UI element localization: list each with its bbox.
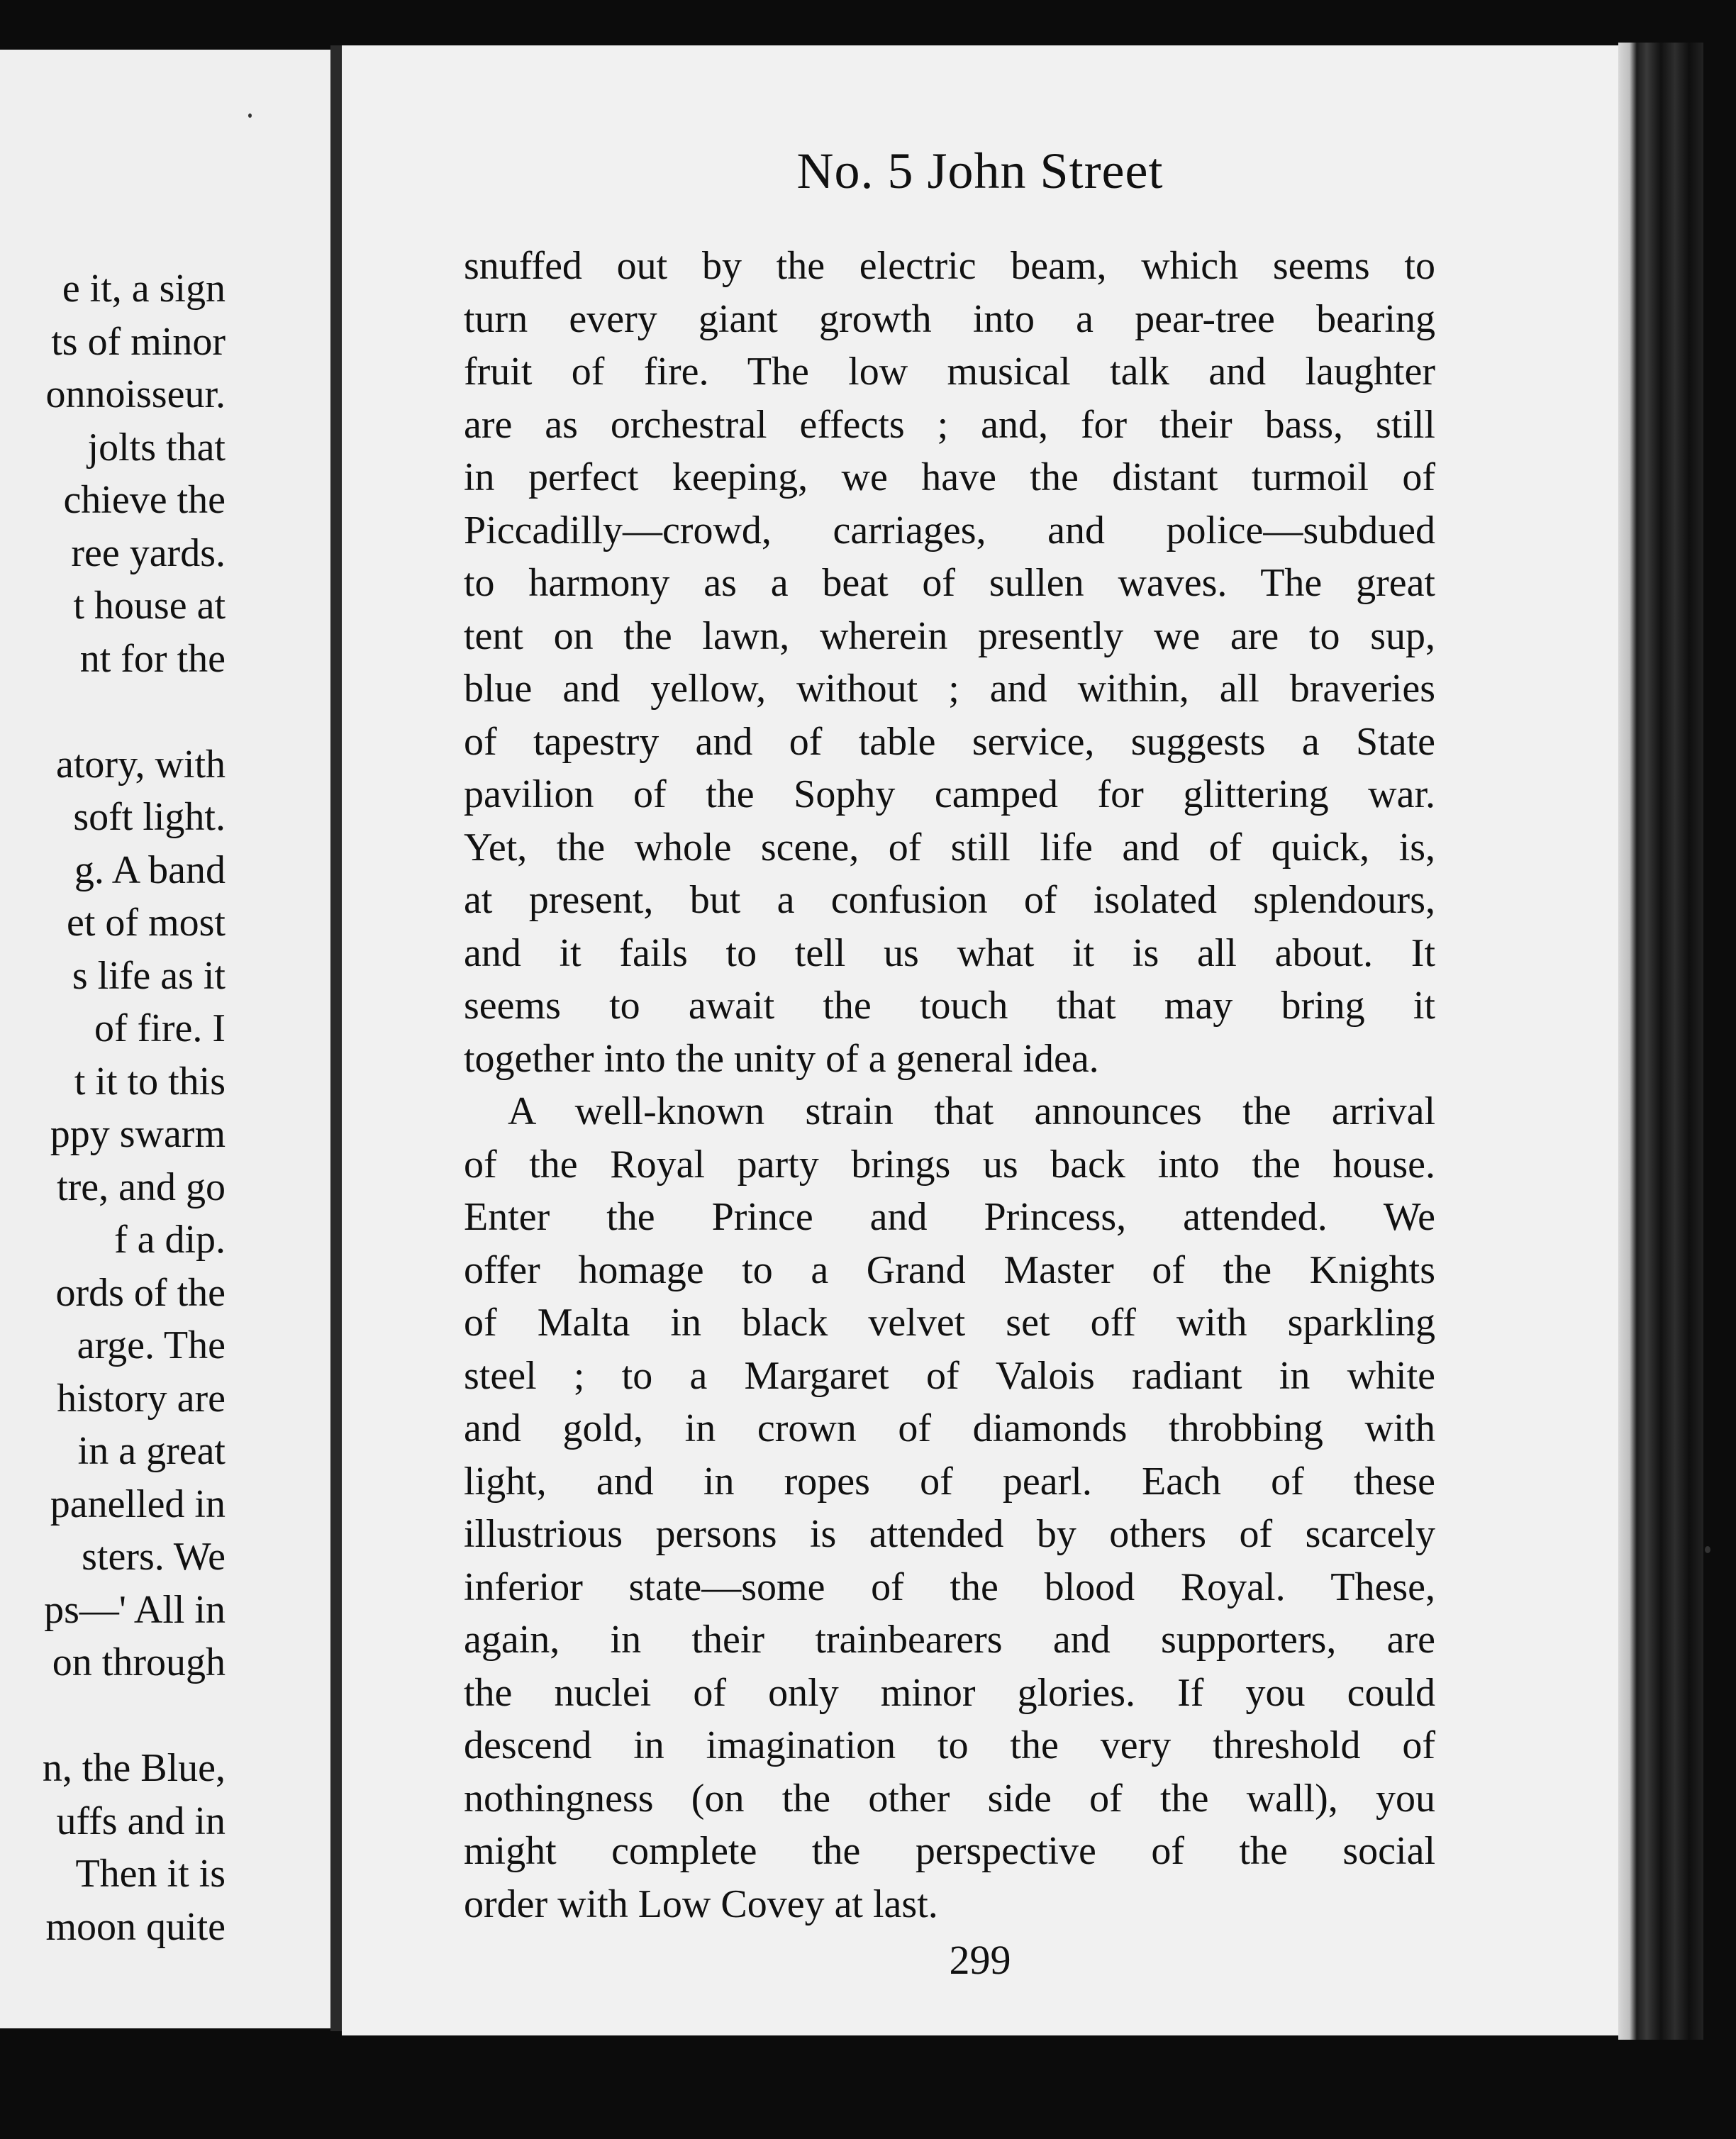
body-line: again, in their trainbearers and supporters, are — [464, 1618, 1435, 1662]
facing-line: s life as it — [72, 953, 226, 998]
body-line: and it fails to tell us what it is all about. It — [464, 930, 1435, 975]
body-line: to harmony as a beat of sullen waves. The great — [464, 561, 1435, 605]
body-line: together into the unity of a general idea. — [464, 1036, 1099, 1081]
facing-line: moon quite — [45, 1904, 226, 1949]
facing-line: ords of the — [55, 1270, 226, 1315]
facing-line: g. A band — [74, 848, 226, 892]
facing-line: ps—' All in — [44, 1587, 226, 1632]
page-edges — [1618, 43, 1703, 2040]
scan-speck — [1705, 1546, 1710, 1553]
facing-line: onnoisseur. — [45, 372, 226, 416]
facing-page-fragment — [0, 50, 336, 2028]
body-line: of Malta in black velvet set off with sparkling — [464, 1301, 1435, 1345]
body-line: illustrious persons is attended by others of scarcely — [464, 1512, 1435, 1556]
scan-speck — [248, 113, 252, 118]
facing-line: Then it is — [75, 1852, 226, 1896]
body-line: the nuclei of only minor glories. If you could — [464, 1670, 1435, 1715]
body-text — [464, 240, 1435, 1930]
facing-line: t house at — [73, 584, 226, 628]
facing-line: of fire. I — [94, 1006, 226, 1050]
body-line: snuffed out by the electric beam, which seems to — [464, 244, 1435, 288]
body-line: order with Low Covey at last. — [464, 1882, 938, 1926]
body-line: in perfect keeping, we have the distant turmoil of — [464, 455, 1435, 499]
body-line: might complete the perspective of the social — [464, 1829, 1435, 1873]
facing-line: on through — [52, 1640, 226, 1684]
body-line: Yet, the whole scene, of still life and of quick, is, — [464, 825, 1435, 870]
facing-line: e it, a sign — [62, 267, 226, 311]
facing-line: soft light. — [73, 795, 226, 839]
body-line: nothingness (on the other side of the wall), you — [464, 1776, 1435, 1821]
body-line: of the Royal party brings us back into the house. — [464, 1142, 1435, 1187]
body-line: are as orchestral effects ; and, for their bass, still — [464, 402, 1435, 447]
body-line: tent on the lawn, wherein presently we are to sup, — [464, 613, 1435, 658]
facing-line: sters. We — [82, 1535, 226, 1579]
body-line: steel ; to a Margaret of Valois radiant in white — [464, 1353, 1435, 1398]
facing-line: et of most — [67, 901, 226, 945]
facing-line: tre, and go — [57, 1165, 226, 1209]
facing-line: in a great — [77, 1429, 226, 1473]
body-line: turn every giant growth into a pear-tree bearing — [464, 296, 1435, 341]
body-line: blue and yellow, without ; and within, all braveries — [464, 667, 1435, 711]
body-line: A well-known strain that announces the arrival — [508, 1089, 1435, 1133]
body-line: Enter the Prince and Princess, attended. We — [464, 1195, 1435, 1239]
facing-line: history are — [57, 1376, 226, 1421]
page-number: 299 — [949, 1937, 1011, 1983]
body-line: offer homage to a Grand Master of the Knights — [464, 1248, 1435, 1292]
facing-line: ree yards. — [71, 530, 226, 575]
facing-line: ppy swarm — [50, 1112, 226, 1156]
body-line: fruit of fire. The low musical talk and laughter — [464, 350, 1435, 394]
facing-line: panelled in — [50, 1482, 226, 1526]
facing-line — [0, 1689, 226, 1743]
running-head: No. 5 John Street — [796, 143, 1164, 199]
body-line: inferior state—some of the blood Royal. These, — [464, 1565, 1435, 1609]
body-line: descend in imagination to the very threshold of — [464, 1723, 1435, 1767]
facing-line: f a dip. — [113, 1218, 226, 1262]
facing-line: uffs and in — [56, 1799, 226, 1843]
body-line: seems to await the touch that may bring it — [464, 984, 1435, 1028]
body-line: light, and in ropes of pearl. Each of these — [464, 1459, 1435, 1504]
facing-page-text — [0, 262, 226, 1953]
body-line: and gold, in crown of diamonds throbbing with — [464, 1406, 1435, 1450]
facing-line: chieve the — [63, 478, 226, 522]
facing-line: ts of minor — [51, 319, 226, 364]
book-gutter — [330, 45, 342, 2031]
facing-line: n, the Blue, — [42, 1746, 226, 1790]
body-line: pavilion of the Sophy camped for glittering war. — [464, 772, 1435, 816]
body-line: Piccadilly—crowd, carriages, and police—subdued — [464, 508, 1435, 552]
body-line: of tapestry and of table service, suggests a State — [464, 719, 1435, 764]
facing-line: jolts that — [87, 425, 226, 470]
facing-line: nt for the — [79, 636, 226, 681]
facing-line: arge. The — [77, 1323, 226, 1367]
body-line: at present, but a confusion of isolated splendours, — [464, 878, 1435, 922]
facing-line: t it to this — [74, 1059, 226, 1104]
facing-line — [0, 685, 226, 738]
facing-line: atory, with — [56, 742, 226, 787]
